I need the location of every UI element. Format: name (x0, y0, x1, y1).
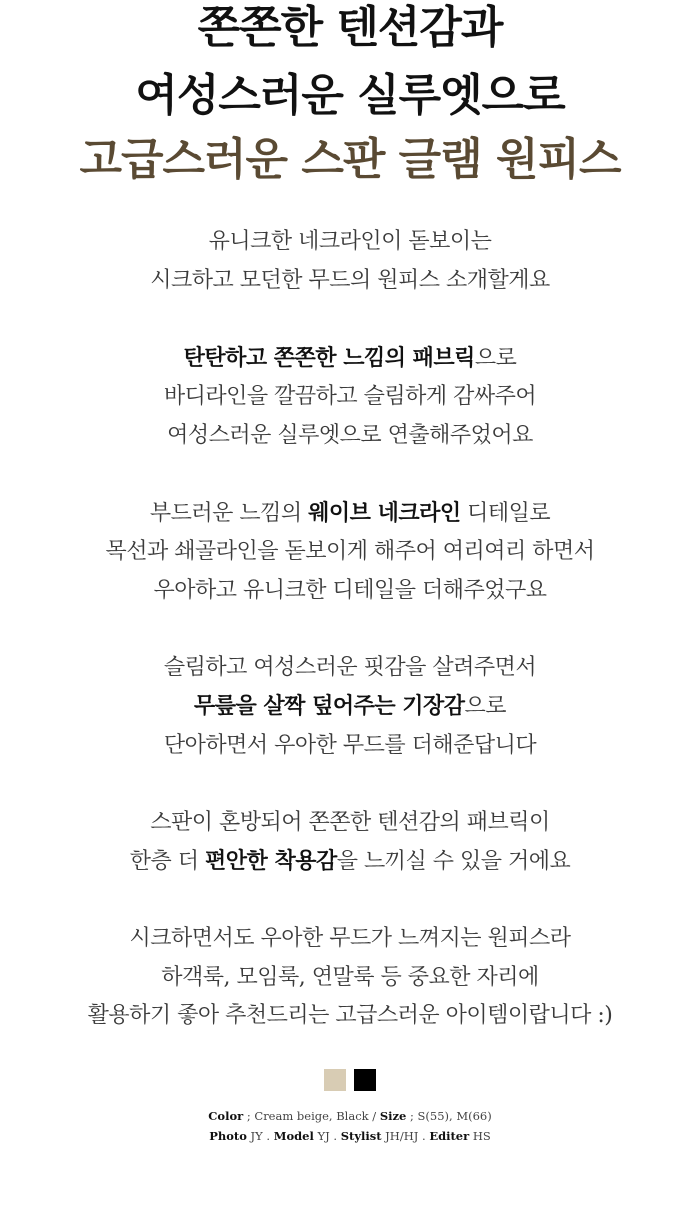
paragraph-line: 여성스러운 실루엣으로 연출해주었어요 (167, 422, 533, 448)
line-text: 으로 (464, 694, 507, 719)
paragraph (0, 804, 700, 882)
line-text: 디테일로 (460, 500, 551, 526)
color-value: ; Cream beige, Black / (243, 1109, 380, 1123)
paragraph-line: 목선과 쇄골라인을 돋보이게 해주어 여리여리 하면서 (105, 539, 595, 564)
line-text: 을 느끼실 수 있을 거에요 (336, 849, 571, 874)
headline-line-3: 고급스러운 스판 글램 원피스 (79, 134, 621, 185)
paragraph-line: 바디라인을 깔끔하고 슬림하게 감싸주어 (163, 384, 537, 409)
paragraph (0, 494, 700, 611)
emphasis-text: 편안한 착용감 (205, 848, 337, 874)
editer-label: Editer (429, 1129, 470, 1143)
emphasis-text: 웨이브 네크라인 (308, 499, 461, 526)
paragraph-line: 단아하면서 우아한 무드를 더해준답니다 (163, 732, 537, 758)
model-value: YJ . (313, 1129, 341, 1143)
paragraph-line (0, 494, 700, 534)
paragraph-line: 하객룩, 모임룩, 연말룩 등 중요한 자리에 (161, 964, 539, 990)
photo-value: JY . (246, 1129, 274, 1143)
paragraph (0, 223, 700, 300)
color-swatch (354, 1069, 376, 1091)
photo-label: Photo (209, 1129, 247, 1143)
credits-info (0, 1129, 700, 1143)
line-text: 부드러운 느낌의 (149, 500, 309, 526)
paragraph-line: 활용하기 좋아 추천드리는 고급스러운 아이템이랍니다 :) (87, 1003, 613, 1028)
line-text: 한층 더 (129, 849, 206, 874)
size-label: Size (379, 1109, 407, 1123)
paragraph (0, 920, 700, 1036)
paragraph-line: 유니크한 네크라인이 돋보이는 (208, 229, 492, 254)
headline-line-1: 쫀쫀한 텐션감과 (197, 2, 503, 53)
paragraph-line: 슬림하고 여성스러운 핏감을 살려주면서 (163, 654, 537, 680)
color-swatches (0, 1069, 700, 1091)
editer-value: HS (469, 1129, 491, 1143)
stylist-label: Stylist (340, 1129, 382, 1143)
stylist-value: JH/HJ . (381, 1129, 430, 1143)
size-value: ; S(55), M(66) (406, 1109, 492, 1123)
paragraph-line: 우아하고 유니크한 디테일을 더해주었구요 (153, 577, 547, 603)
line-text: 으로 (474, 345, 517, 371)
paragraph-line: 시크하면서도 우아한 무드가 느껴지는 원피스라 (129, 926, 571, 951)
description-text (0, 223, 700, 1074)
paragraph (0, 339, 700, 456)
color-swatch (324, 1069, 346, 1091)
color-label: Color (208, 1109, 244, 1123)
emphasis-text: 탄탄하고 쫀쫀한 느낌의 패브릭 (183, 344, 475, 371)
model-label: Model (273, 1129, 314, 1143)
color-size-info (0, 1109, 700, 1123)
paragraph-line (0, 842, 700, 882)
paragraph-line (0, 687, 700, 727)
paragraph-line (0, 339, 700, 379)
emphasis-text: 무릎을 살짝 덮어주는 기장감 (193, 693, 465, 719)
paragraph-line: 시크하고 모던한 무드의 원피스 소개할게요 (150, 267, 550, 293)
headline-line-2: 여성스러운 실루엣으로 (135, 70, 565, 121)
paragraph-line: 스판이 혼방되어 쫀쫀한 텐션감의 패브릭이 (150, 809, 550, 835)
paragraph (0, 649, 700, 766)
